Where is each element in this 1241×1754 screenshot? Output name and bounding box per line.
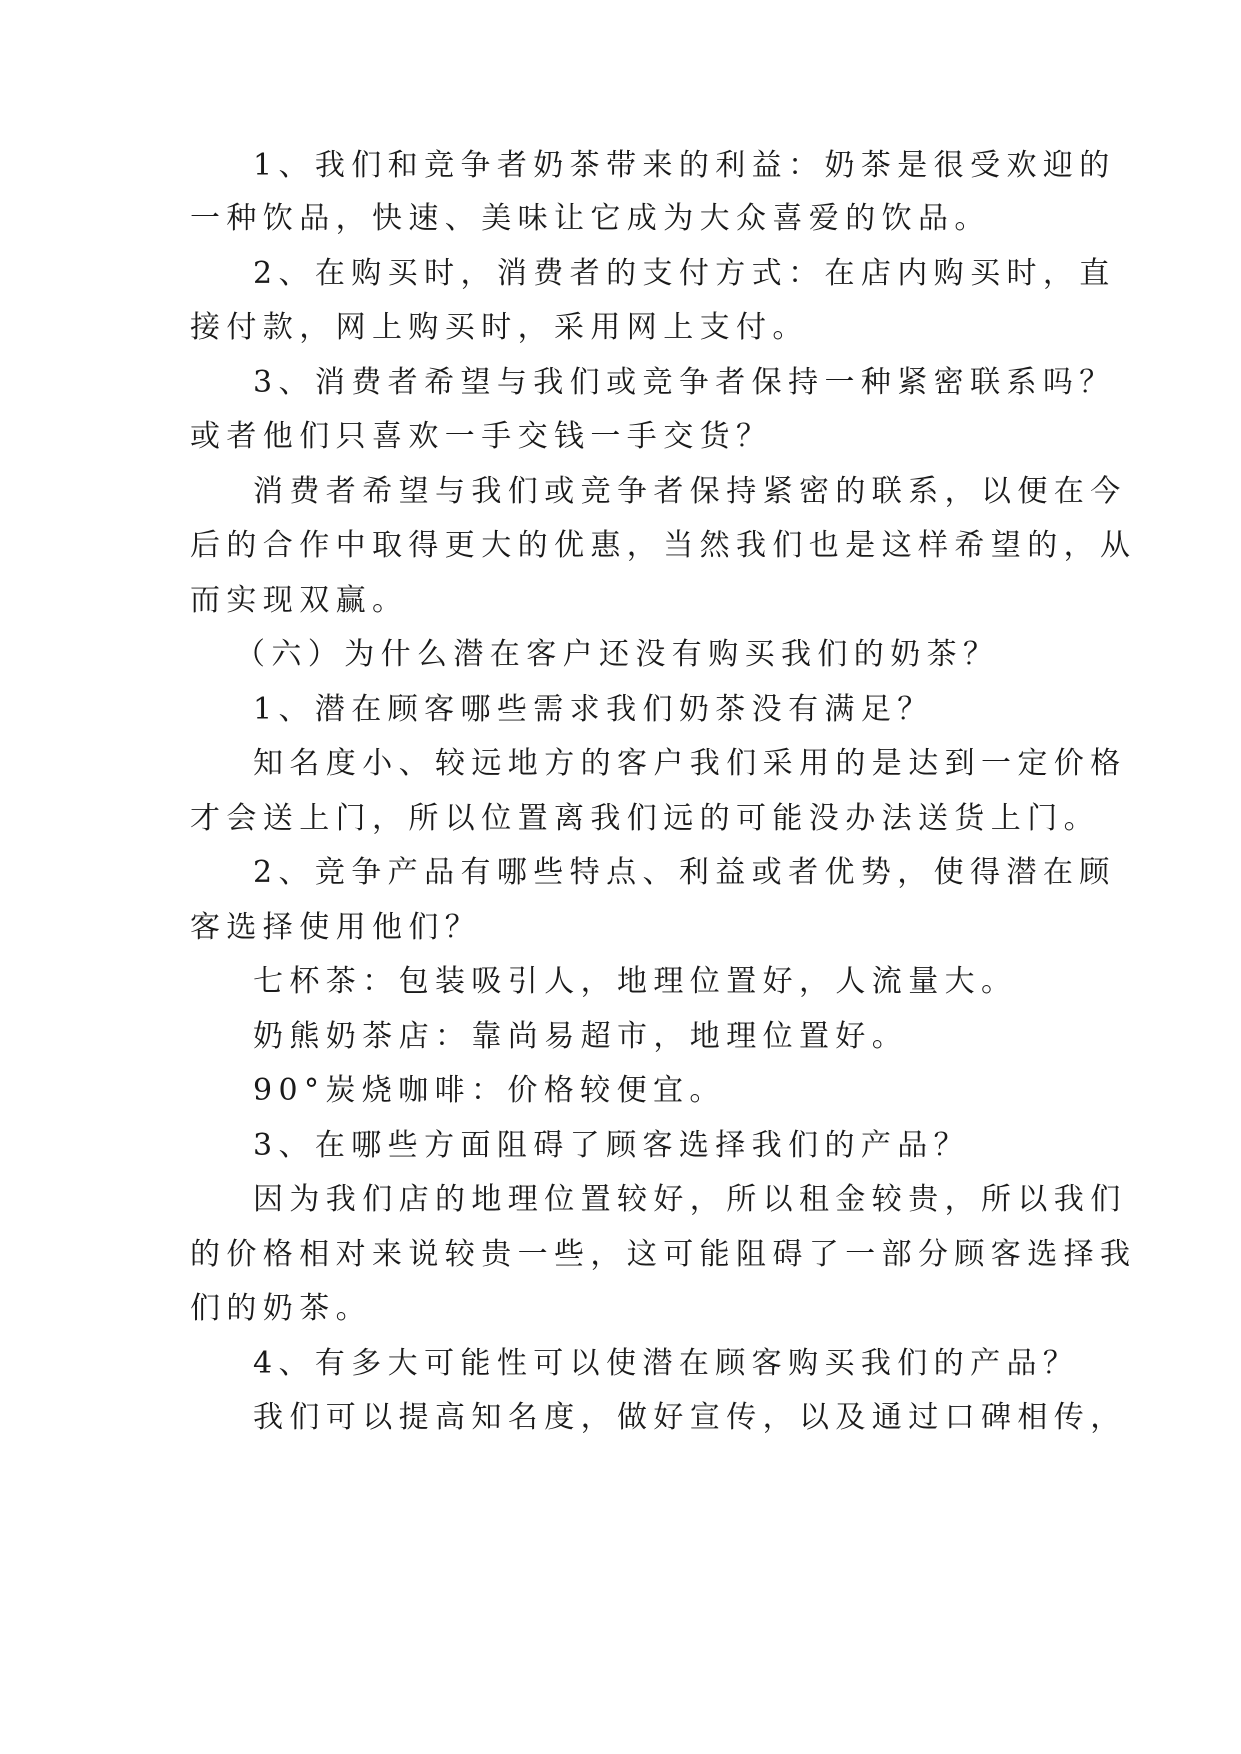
paragraph-line: 接付款，网上购买时，采用网上支付。: [190, 310, 809, 345]
paragraph-line: 才会送上门，所以位置离我们远的可能没办法送货上门。: [190, 801, 1100, 836]
paragraph-line: 4、有多大可能性可以使潜在顾客购买我们的产品？: [253, 1346, 1080, 1381]
section-heading: （六）为什么潜在客户还没有购买我们的奶茶？: [235, 637, 1000, 672]
paragraph-line: 一种饮品，快速、美味让它成为大众喜爱的饮品。: [190, 201, 991, 236]
paragraph-line: 消费者希望与我们或竞争者保持紧密的联系，以便在今: [253, 474, 1127, 509]
paragraph-line: 的价格相对来说较贵一些，这可能阻碍了一部分顾客选择我: [190, 1237, 1137, 1272]
paragraph-line: 1、我们和竞争者奶茶带来的利益：奶茶是很受欢迎的: [253, 148, 1116, 183]
paragraph-line: 3、在哪些方面阻碍了顾客选择我们的产品？: [253, 1128, 971, 1163]
paragraph-line: 知名度小、较远地方的客户我们采用的是达到一定价格: [253, 746, 1127, 781]
paragraph-line: 而实现双赢。: [190, 583, 409, 618]
paragraph-line: 2、在购买时，消费者的支付方式：在店内购买时，直: [253, 256, 1116, 291]
paragraph-line: 后的合作中取得更大的优惠，当然我们也是这样希望的，从: [190, 528, 1137, 563]
paragraph-line: 1、潜在顾客哪些需求我们奶茶没有满足？: [253, 692, 934, 727]
paragraph-line: 3、消费者希望与我们或竞争者保持一种紧密联系吗？: [253, 365, 1116, 400]
paragraph-line: 七杯茶：包装吸引人，地理位置好，人流量大。: [253, 964, 1018, 999]
paragraph-line: 奶熊奶茶店：靠尚易超市，地理位置好。: [253, 1019, 909, 1054]
paragraph-line: 们的奶茶。: [190, 1291, 372, 1326]
paragraph-line: 我们可以提高知名度，做好宣传，以及通过口碑相传，: [253, 1400, 1127, 1435]
paragraph-line: 或者他们只喜欢一手交钱一手交货？: [190, 419, 773, 454]
paragraph-line: 2、竞争产品有哪些特点、利益或者优势，使得潜在顾: [253, 855, 1116, 890]
paragraph-line: 90°炭烧咖啡：价格较便宜。: [253, 1073, 726, 1108]
paragraph-line: 客选择使用他们？: [190, 910, 482, 945]
paragraph-line: 因为我们店的地理位置较好，所以租金较贵，所以我们: [253, 1182, 1127, 1217]
